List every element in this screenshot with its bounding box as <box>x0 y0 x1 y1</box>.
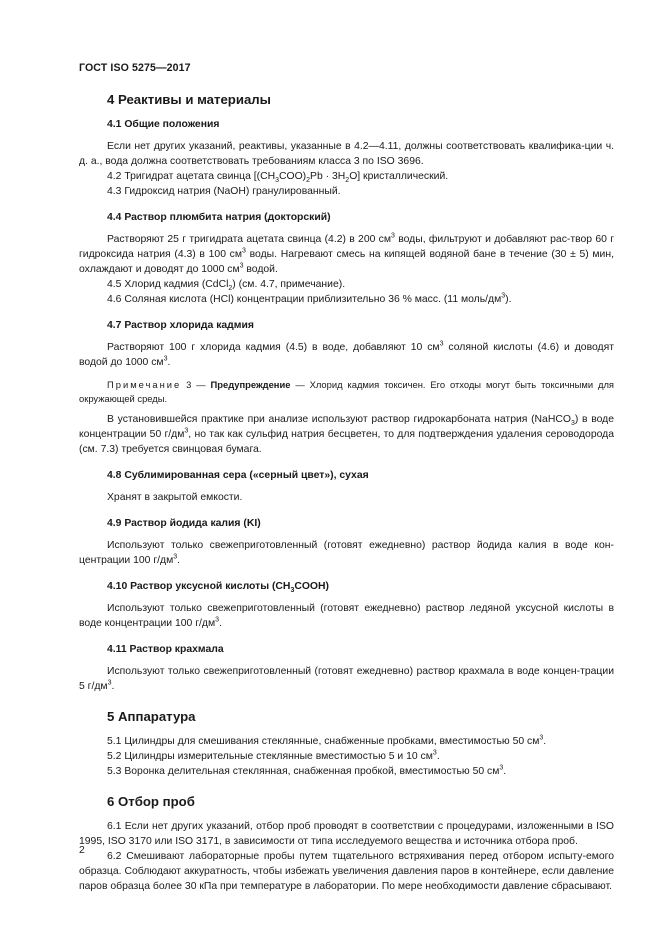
section-4-4-paragraph: Растворяют 25 г тригидрата ацетата свинца (4.2) в 200 $см^3$ воды, фильтруют и добавляют рас-твор 60 г гидроксида натрия (4.3) в 100 $см^3$ воды. Нагревают смесь на кипящей водяной бане в течение (30 ± 5) мин, охлаждают и доводят до 1000 $см^3$ водой. <box>79 232 615 275</box>
section-4-1-title: 4.1 Общие положения <box>107 119 220 130</box>
document-body <box>79 91 614 894</box>
warning-label: Предупреждение <box>210 379 291 390</box>
section-4-title: 4 Реактивы и материалы <box>107 92 271 107</box>
section-4-9-title: 4.9 Раствор йодида калия (KI) <box>107 518 261 529</box>
section-4-10-title: 4.10 Раствор уксусной кислоты $(CH_3COOH)$ <box>107 581 329 595</box>
item-5-3: 5.3 Воронка делительная стеклянная, снабженная пробкой, вместимостью 50 $см^3$. <box>107 764 507 777</box>
section-4-4-title: 4.4 Раствор плюмбита натрия (докторский) <box>107 212 331 223</box>
section-4-7-paragraph: Растворяют 100 г хлорида кадмия (4.5) в воде, добавляют 10 $см^3$ соляной кислоты (4.6) и доводят водой до 1000 $см^3$. <box>79 340 614 368</box>
item-4-5: 4.5 Хлорид кадмия (CdCl$_2$) (см. 4.7, примечание). <box>107 279 346 293</box>
item-4-6: 4.6 Соляная кислота (HCl) концентрации приблизительно 36 % масс. (11 моль/$дм^3$). <box>107 292 512 305</box>
note-label: Примечание <box>107 379 182 390</box>
section-4-7-paragraph-2: В установившейся практике при анализе используют раствор гидрокарбоната натрия (NaHCO$_3$) в воде концентрации 50 $г/дм^3$, но так как сульфид натрия бесцветен, то для подтверждения удаления сероводорода (см. 7.3) требуется свинцовая бумага. <box>79 414 614 455</box>
section-5-title: 5 Аппаратура <box>107 709 196 724</box>
section-4-8-title: 4.8 Сублимированная сера («серный цвет»), сухая <box>107 470 369 481</box>
item-6-2: 6.2 Смешивают лабораторные пробы путем тщательного встряхивания перед отбором испыту-емого образца. Соблюдают аккуратность, чтобы избежать увеличения давления паров в контейнере, если давление паров образца более 30 кПа при температуре в лаборатории. По мере необходимости давление сбрасывают. <box>79 851 614 892</box>
item-4-2: 4.2 Тригидрат ацетата свинца $[(CH_3COO)_2Pb \cdot 3H_2O]$ кристаллический. <box>107 171 449 185</box>
item-4-3: 4.3 Гидроксид натрия (NaOH) гранулированный. <box>107 186 341 197</box>
page-number: 2 <box>79 845 85 856</box>
note-3: Примечание 3 — Предупреждение — Хлорид кадмия токсичен. Его отходы могут быть токсичными для окружающей среды. <box>79 379 614 404</box>
item-5-1: 5.1 Цилиндры для смешивания стеклянные, снабженные пробками, вместимостью 50 $см^3$. <box>107 734 547 747</box>
section-4-1-paragraph: Если нет других указаний, реактивы, указанные в 4.2—4.11, должны соответствовать квалифика-ции ч. д. а., вода должна соответствовать требованиям класса 3 по ISO 3696. <box>79 141 614 167</box>
section-4-11-paragraph: Используют только свежеприготовленный (готовят ежедневно) раствор крахмала в воде концен-трации 5 $г/дм^3$. <box>79 666 614 692</box>
document-header: ГОСТ ISO 5275—2017 <box>79 62 191 74</box>
section-4-8-paragraph: Хранят в закрытой емкости. <box>107 492 243 503</box>
section-4-11-title: 4.11 Раствор крахмала <box>107 644 224 655</box>
section-4-7-title: 4.7 Раствор хлорида кадмия <box>107 320 254 331</box>
item-6-1: 6.1 Если нет других указаний, отбор проб проводят в соответствии с процедурами, изложенными в ISO 1995, ISO 3170 или ISO 3171, в зависимости от типа исследуемого вещества и источника отбора проб. <box>79 821 614 847</box>
section-6-title: 6 Отбор проб <box>107 794 195 809</box>
item-5-2: 5.2 Цилиндры измерительные стеклянные вместимостью 5 и 10 $см^3$. <box>107 749 440 762</box>
section-4-10-paragraph: Используют только свежеприготовленный (готовят ежедневно) раствор ледяной уксусной кислоты в воде концентрации 100 $г/дм^3$. <box>79 603 614 629</box>
section-4-9-paragraph: Используют только свежеприготовленный (готовят ежедневно) раствор йодида калия в воде кон-центрации 100 $г/дм^3$. <box>79 540 614 566</box>
